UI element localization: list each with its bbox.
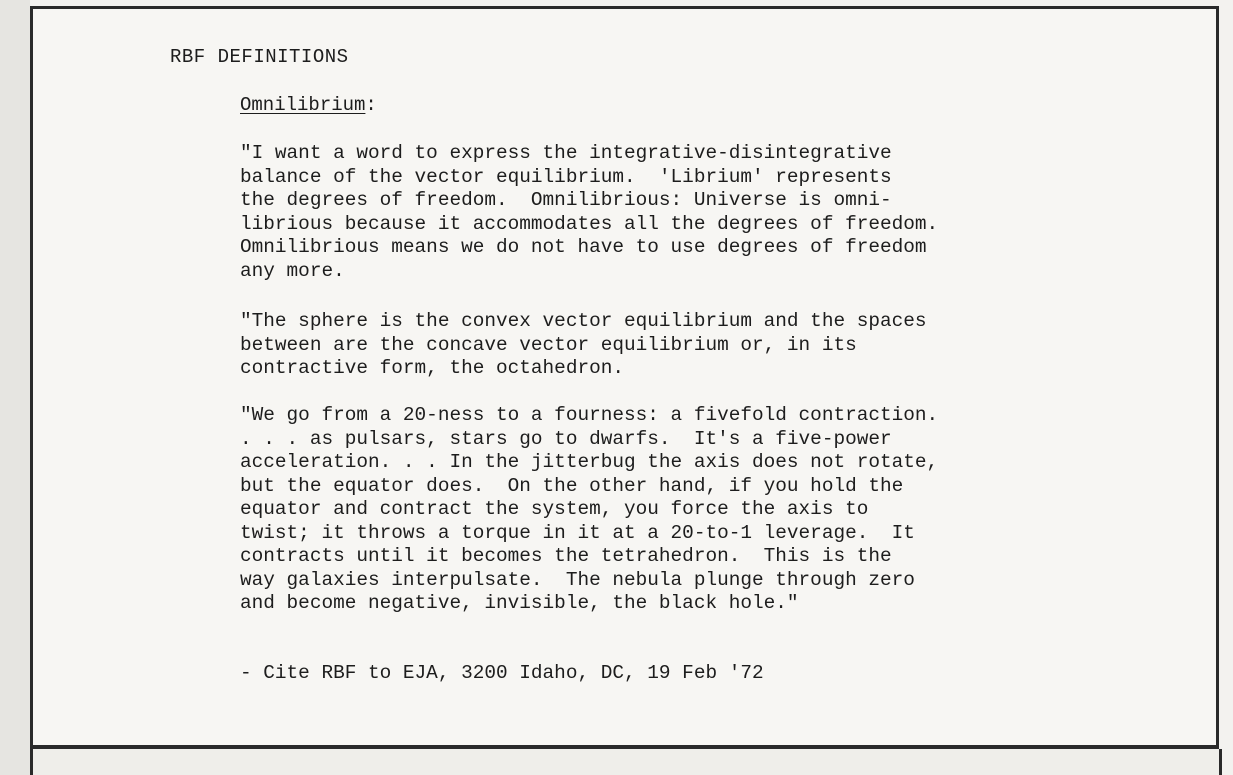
definition-paragraph-1: "I want a word to express the integrative-disintegrative balance of the vector equilibrium. 'Librium' represents the degrees of freedom. Omnilibrious: Universe is omni- librious because it accommodates all the degrees of freedom. Omnilibrious means we do not have to use degrees of freedom any more. xyxy=(240,142,939,282)
document-heading: RBF DEFINITIONS xyxy=(170,46,349,68)
term-colon: : xyxy=(365,94,377,116)
definition-paragraph-2: "The sphere is the convex vector equilibrium and the spaces between are the concave vector equilibrium or, in its contractive form, the octahedron. xyxy=(240,310,927,379)
term-label: Omnilibrium xyxy=(240,94,366,116)
citation-line: - Cite RBF to EJA, 3200 Idaho, DC, 19 Feb '72 xyxy=(240,662,764,684)
term-heading xyxy=(240,94,377,116)
next-card-edge xyxy=(30,749,1222,775)
page-margin-strip xyxy=(0,0,30,775)
definition-paragraph-3: "We go from a 20-ness to a fourness: a fivefold contraction. . . . as pulsars, stars go to dwarfs. It's a five-power acceleration. . . In the jitterbug the axis does not rotate, but the equator does. On the other hand, if you hold the equator and contract the system, you force the axis to twist; it throws a torque in it at a 20-to-1 leverage. It contracts until it becomes the tetrahedron. This is the way galaxies interpulsate. The nebula plunge through zero and become negative, invisible, the black hole." xyxy=(240,404,939,614)
